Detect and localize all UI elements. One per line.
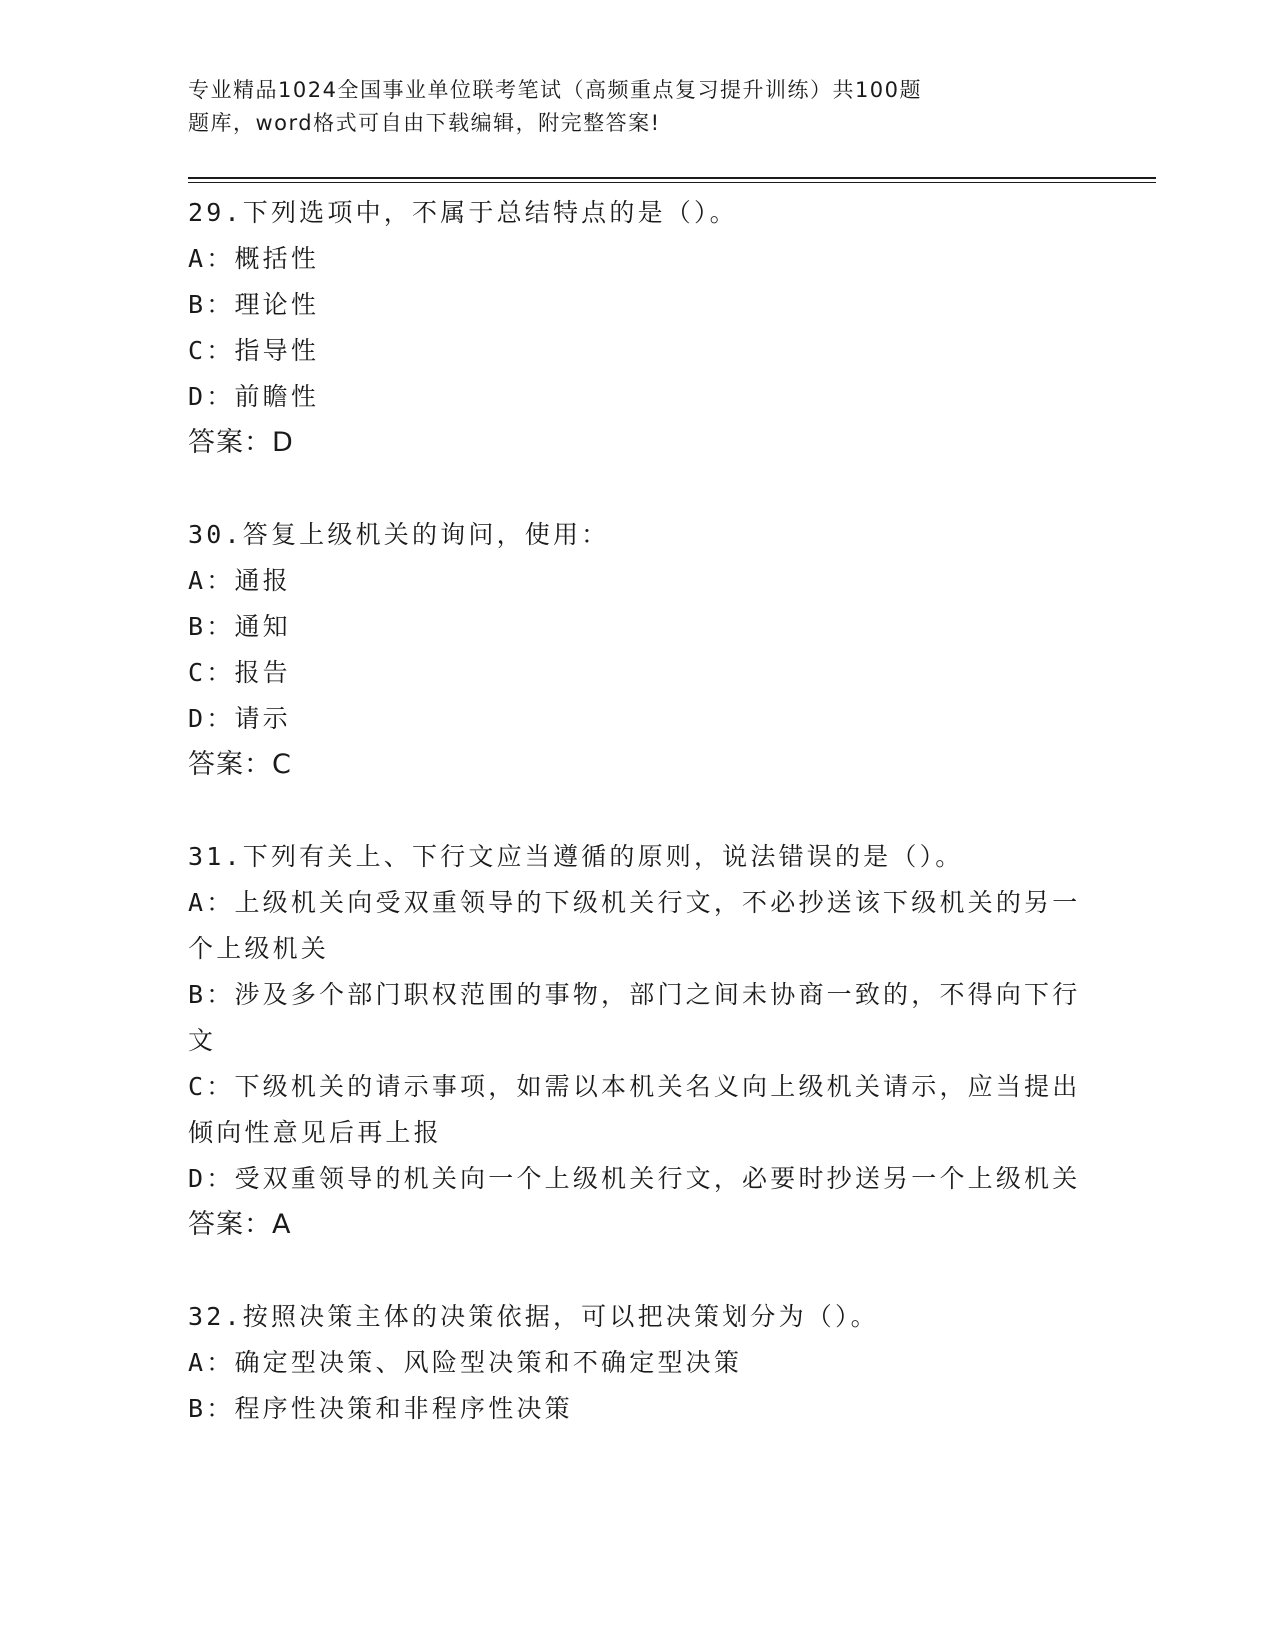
question-31 — [188, 834, 1088, 1248]
question-29 — [188, 190, 1088, 466]
option-b: B：程序性决策和非程序性决策 — [188, 1394, 573, 1423]
question-text: 答复上级机关的询问，使用： — [242, 520, 610, 549]
answer-line: 答案：D — [188, 427, 294, 458]
question-32 — [188, 1294, 1088, 1432]
question-text: 下列有关上、下行文应当遵循的原则，说法错误的是（）。 — [242, 842, 964, 871]
option-d: D：请示 — [188, 704, 291, 733]
option-d: D：前瞻性 — [188, 382, 320, 411]
question-list — [188, 190, 1088, 1478]
answer-line: 答案：C — [188, 749, 292, 780]
question-stem — [188, 512, 1088, 558]
question-30 — [188, 512, 1088, 788]
option-a: A：通报 — [188, 566, 291, 595]
question-stem — [188, 1294, 1088, 1340]
option-a: A：概括性 — [188, 244, 320, 273]
question-text: 下列选项中，不属于总结特点的是（）。 — [242, 198, 738, 227]
option-d: D：受双重领导的机关向一个上级机关行文，必要时抄送另一个上级机关 — [188, 1164, 1081, 1193]
option-b: B：理论性 — [188, 290, 320, 319]
question-text: 按照决策主体的决策依据，可以把决策划分为（）。 — [242, 1302, 879, 1331]
header-divider-thick — [188, 177, 1156, 179]
option-c: C：报告 — [188, 658, 291, 687]
question-number: 29. — [188, 198, 243, 227]
header-line-2: 题库，word格式可自由下载编辑，附完整答案! — [188, 111, 661, 135]
question-stem — [188, 190, 1088, 236]
document-header — [188, 74, 1008, 140]
option-c: C：指导性 — [188, 336, 320, 365]
option-a: A：上级机关向受双重领导的下级机关行文，不必抄送该下级机关的另一个上级机关 — [188, 888, 1081, 963]
header-divider-thin — [188, 182, 1156, 183]
option-c: C：下级机关的请示事项，如需以本机关名义向上级机关请示，应当提出倾向性意见后再上报 — [188, 1072, 1081, 1147]
option-b: B：涉及多个部门职权范围的事物，部门之间未协商一致的，不得向下行文 — [188, 980, 1081, 1055]
question-number: 30. — [188, 520, 243, 549]
option-a: A：确定型决策、风险型决策和不确定型决策 — [188, 1348, 743, 1377]
option-b: B：通知 — [188, 612, 291, 641]
answer-line: 答案：A — [188, 1209, 292, 1240]
question-number: 31. — [188, 842, 243, 871]
question-number: 32. — [188, 1302, 243, 1331]
header-line-1: 专业精品1024全国事业单位联考笔试（高频重点复习提升训练）共100题 — [188, 78, 923, 102]
question-stem — [188, 834, 1088, 880]
